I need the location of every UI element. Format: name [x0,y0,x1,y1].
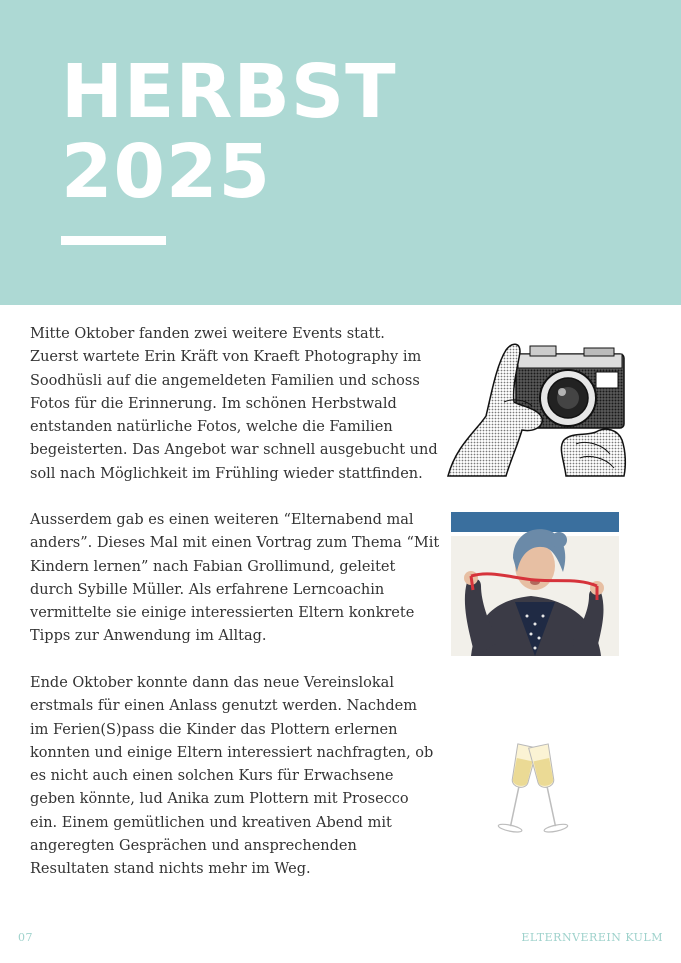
text-line: vermittelte sie einige interessierten Eltern konkrete [30,605,415,622]
text-line: anders”. Dieses Mal mit einen Vortrag zum Thema “Mit [30,535,440,552]
header-banner [0,0,681,305]
presenter-photo [451,512,619,656]
text-line: konnten und einige Eltern interessiert nachfragten, ob [30,744,434,761]
text-line: angeregten Gesprächen und ansprechenden [30,838,357,855]
text-line: soll nach Möglichkeit im Frühling wieder stattfinden. [30,465,423,482]
text-line: im Ferien(S)pass die Kinder das Plottern erlernen [30,721,398,738]
text-line: es nicht auch einen solchen Kurs für Erwachsene [30,768,394,785]
text-line: durch Sybille Müller. Als erfahrene Lerncoachin [30,581,385,598]
text-line: Zuerst wartete Erin Kräft von Kraeft Photography im [30,349,422,366]
paragraph-elternabend [30,509,440,649]
text-line: Ende Oktober konnte dann das neue Vereinslokal [30,675,394,691]
text-line: Mitte Oktober fanden zwei weitere Events statt. [30,326,385,342]
text-line: ein. Einem gemütlichen und kreativen Abend mit [30,814,392,831]
title-underline [61,236,166,245]
text-line: entstanden natürliche Fotos, welche die Familien [30,419,393,436]
text-line: Fotos für die Erinnerung. Im schönen Herbstwald [30,395,397,412]
camera-hands-image [446,336,628,480]
title-line-1: HERBST [61,49,397,135]
text-line: Soodhüsli auf die angemeldeten Familien und schoss [30,372,420,389]
text-line: Tipps zur Anwendung im Alltag. [30,628,267,645]
page-title [61,49,397,215]
champagne-glasses-image [490,741,576,841]
title-line-2: 2025 [61,129,271,215]
text-line: begeisterten. Das Angebot war schnell ausgebucht und [30,442,438,459]
paragraph-photo-event [30,323,440,486]
footer-organization: ELTERNVEREIN KULM [521,931,663,944]
text-line: geben könnte, lud Anika zum Plottern mit Prosecco [30,791,409,808]
text-line: erstmals für einen Anlass genutzt werden. Nachdem [30,698,417,715]
text-line: Resultaten stand nichts mehr im Weg. [30,861,311,878]
text-line: Kindern lernen” nach Fabian Grollimund, geleitet [30,558,396,575]
text-line: Ausserdem gab es einen weiteren “Elternabend mal [30,512,414,528]
page-number: 07 [18,931,33,944]
paragraph-vereinslokal [30,672,440,882]
